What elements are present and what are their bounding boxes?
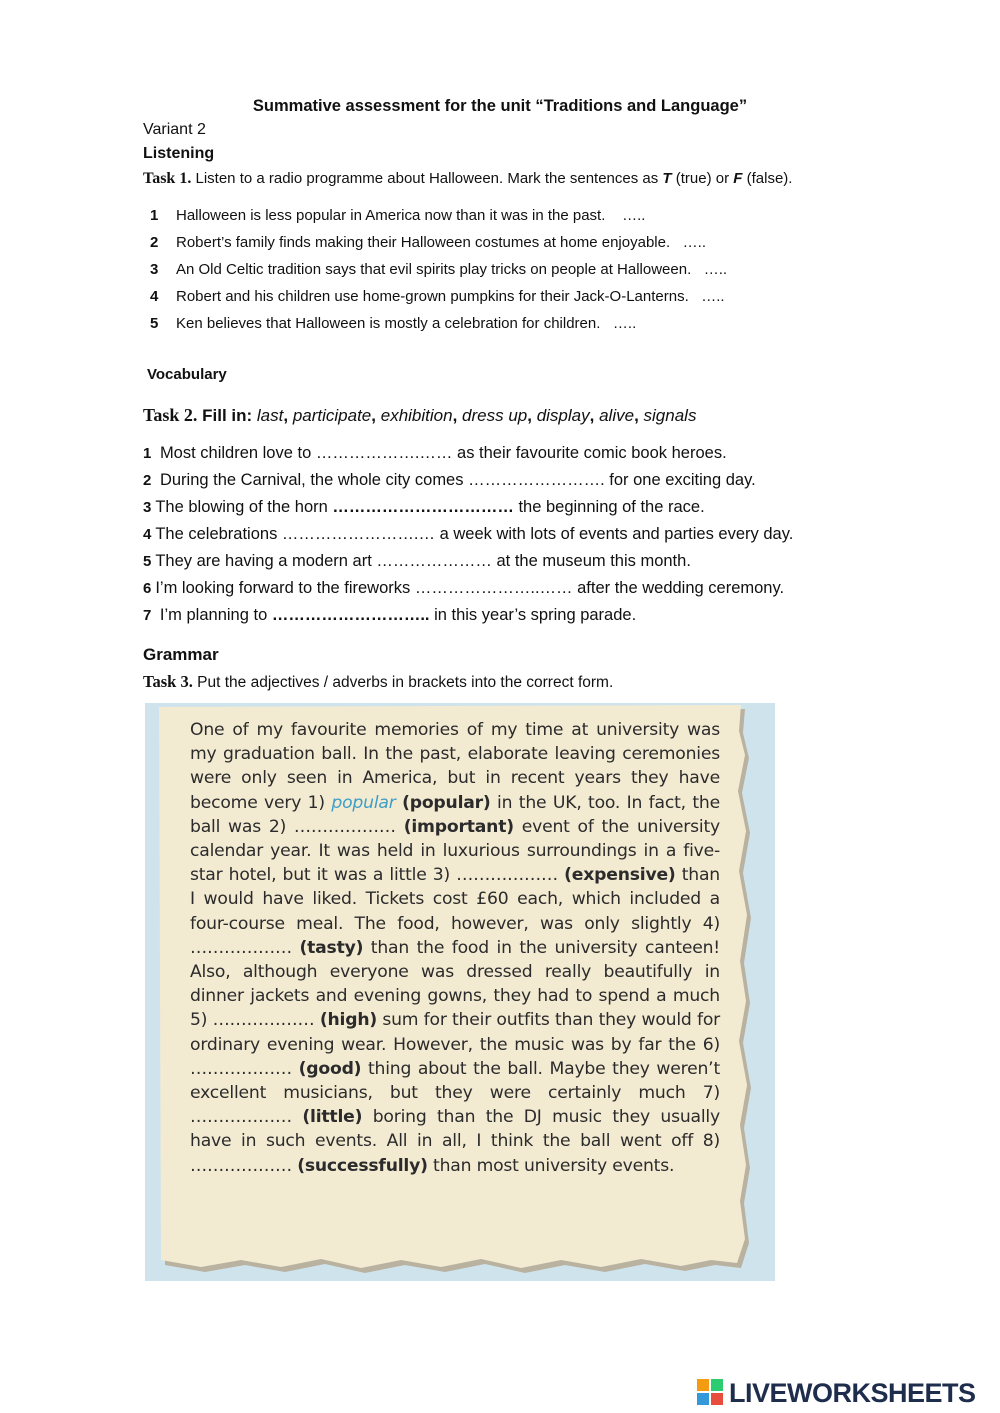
passage-panel bbox=[145, 703, 775, 1281]
task1-instruction bbox=[143, 170, 792, 188]
word-bank-item: participate bbox=[292, 406, 372, 425]
item-text: The blowing of the horn bbox=[155, 498, 333, 516]
task2-label: Task 2. bbox=[143, 405, 198, 425]
true-note: (true) or bbox=[671, 170, 734, 187]
list-item bbox=[143, 550, 793, 577]
item-text: for one exciting day. bbox=[604, 471, 756, 489]
answer-blank[interactable]: …………………….… bbox=[281, 525, 436, 543]
list-item bbox=[150, 313, 727, 340]
listening-heading: Listening bbox=[143, 145, 215, 162]
passage-segment[interactable]: in the UK, too. In fact, the ball was 2) ……………… bbox=[190, 792, 720, 837]
page-title: Summative assessment for the unit “Traditions and Language” bbox=[252, 97, 748, 115]
item-text: at the museum this month. bbox=[491, 552, 691, 570]
prompt-word: (high) bbox=[319, 1010, 378, 1031]
answer-blank[interactable]: ……………….…… bbox=[315, 444, 453, 462]
word-bank-item: signals bbox=[643, 406, 697, 425]
item-text: Halloween is less popular in America now than it was in the past. bbox=[176, 207, 606, 224]
list-item bbox=[143, 577, 793, 604]
item-text: Ken believes that Halloween is mostly a celebration for children. bbox=[176, 315, 601, 332]
item-text: I’m planning to bbox=[155, 606, 272, 624]
item-number: 3 bbox=[150, 261, 159, 278]
logo-text: LIVEWORKSHEETS bbox=[729, 1377, 976, 1408]
list-item bbox=[143, 469, 793, 496]
answer-blank[interactable]: ….. bbox=[612, 315, 637, 332]
answer-blank[interactable]: ….. bbox=[622, 207, 646, 224]
fill-in-list bbox=[143, 442, 793, 631]
item-number: 6 bbox=[143, 580, 152, 597]
word-bank-item: display bbox=[536, 406, 590, 425]
item-number: 5 bbox=[143, 553, 152, 570]
item-number: 3 bbox=[143, 499, 152, 516]
true-false-list bbox=[150, 205, 727, 340]
list-item bbox=[143, 523, 793, 550]
passage-segment[interactable]: than the food in the university canteen! Also, although everyone was dressed really beautifully in dinner jackets and evening gowns, they had to spend a much 5) ……………… bbox=[190, 937, 720, 1031]
item-text: I’m looking forward to the fireworks bbox=[155, 579, 415, 597]
fill-in-label: Fill in: bbox=[202, 406, 253, 425]
liveworksheets-icon bbox=[697, 1379, 725, 1407]
item-text: the beginning of the race. bbox=[513, 498, 705, 516]
item-number: 4 bbox=[143, 526, 152, 543]
list-item bbox=[150, 286, 727, 313]
variant-label: Variant 2 bbox=[143, 121, 206, 138]
passage-segment[interactable]: sum for their outfits than they would for ordinary evening wear. However, the music was by far the 6) ……………… bbox=[190, 1010, 720, 1079]
passage-segment[interactable]: thing about the ball. Maybe they weren’t excellent musicians, but they were certainly much 7) ……………… bbox=[190, 1058, 720, 1128]
task3-label: Task 3. bbox=[143, 672, 193, 691]
item-number: 7 bbox=[143, 607, 152, 624]
item-text: in this year’s spring parade. bbox=[429, 606, 637, 624]
answer-blank[interactable]: ……………………. bbox=[468, 471, 605, 489]
item-number: 4 bbox=[150, 288, 159, 305]
item-text: They are having a modern art bbox=[155, 552, 377, 570]
list-item bbox=[150, 259, 727, 286]
true-letter: T bbox=[662, 170, 672, 187]
prompt-word: (little) bbox=[302, 1107, 363, 1128]
task3-text: Put the adjectives / adverbs in brackets into the correct form. bbox=[192, 674, 614, 691]
item-number: 1 bbox=[150, 207, 159, 224]
word-bank-item: dress up bbox=[462, 406, 528, 425]
answer-blank[interactable]: ….. bbox=[701, 288, 725, 305]
list-item bbox=[150, 232, 727, 259]
item-text: An Old Celtic tradition says that evil spirits play tricks on people at Halloween. bbox=[176, 261, 692, 278]
word-bank-item: last bbox=[256, 406, 284, 425]
list-item bbox=[143, 496, 793, 523]
item-text: Most children love to bbox=[159, 444, 316, 462]
liveworksheets-logo[interactable] bbox=[697, 1375, 976, 1411]
grammar-heading: Grammar bbox=[143, 645, 219, 664]
example-answer: popular bbox=[331, 792, 396, 813]
task1-label: Task 1. bbox=[143, 170, 192, 187]
false-note: (false). bbox=[742, 170, 793, 187]
vocabulary-heading: Vocabulary bbox=[147, 366, 227, 383]
item-text: Robert’s family finds making their Halloween costumes at home enjoyable. bbox=[176, 234, 671, 251]
task1-text: Listen to a radio programme about Halloween. Mark the sentences as bbox=[191, 170, 663, 187]
item-text: as their favourite comic book heroes. bbox=[452, 444, 727, 462]
answer-blank[interactable]: ………………… bbox=[376, 552, 492, 570]
passage-segment[interactable]: event of the university calendar year. It was held in luxurious surroundings in a five-star hotel, but it was a little 3) ……………… bbox=[190, 816, 721, 886]
passage-segment: than most university events. bbox=[427, 1155, 675, 1176]
item-number: 2 bbox=[150, 234, 159, 251]
list-item bbox=[143, 604, 793, 631]
item-text: after the wedding ceremony. bbox=[572, 579, 785, 597]
item-text: Robert and his children use home-grown pumpkins for their Jack-O-Lanterns. bbox=[176, 288, 689, 305]
answer-blank[interactable]: …………………..…… bbox=[414, 579, 573, 597]
item-number: 1 bbox=[143, 445, 152, 462]
prompt-word: (important) bbox=[403, 816, 514, 837]
item-number: 5 bbox=[150, 315, 159, 332]
answer-blank[interactable]: …………………………… bbox=[332, 498, 514, 516]
answer-blank[interactable]: ….. bbox=[703, 261, 728, 278]
task3-instruction bbox=[143, 672, 613, 692]
word-bank-item: alive bbox=[599, 406, 635, 425]
passage-segment[interactable]: boring than the DJ music they usually have in such events. All in all, I think the ball went off 8) ……………… bbox=[190, 1107, 720, 1176]
prompt-word: (popular) bbox=[402, 792, 491, 813]
list-item bbox=[150, 205, 727, 232]
task2-instruction: Task 2. Fill in: last, participate, exhibition, dress up, display, alive, signals bbox=[143, 405, 697, 425]
answer-blank[interactable]: ….. bbox=[682, 234, 706, 251]
prompt-word: (successfully) bbox=[297, 1155, 428, 1176]
passage-segment[interactable]: than I would have liked. Tickets cost £60 each, which included a four-course meal. The food, however, was only slightly 4) ……………… bbox=[190, 865, 720, 958]
prompt-word: (tasty) bbox=[299, 937, 364, 958]
passage-text bbox=[190, 718, 720, 1178]
item-number: 2 bbox=[143, 472, 152, 489]
passage-segment: One of my favourite memories of my time at university was my graduation ball. In the past, elaborate leaving ceremonies were only seen in America, but in recent years they have become very 1) bbox=[190, 720, 720, 813]
item-text: The celebrations bbox=[155, 525, 282, 543]
item-text: a week with lots of events and parties every day. bbox=[435, 525, 794, 543]
prompt-word: (good) bbox=[298, 1058, 362, 1079]
list-item bbox=[143, 442, 793, 469]
answer-blank[interactable]: ……………………….. bbox=[271, 606, 430, 624]
word-bank-item: exhibition bbox=[380, 406, 453, 425]
prompt-word: (expensive) bbox=[564, 865, 676, 886]
item-text: During the Carnival, the whole city comes bbox=[159, 471, 469, 489]
false-letter: F bbox=[733, 170, 743, 187]
